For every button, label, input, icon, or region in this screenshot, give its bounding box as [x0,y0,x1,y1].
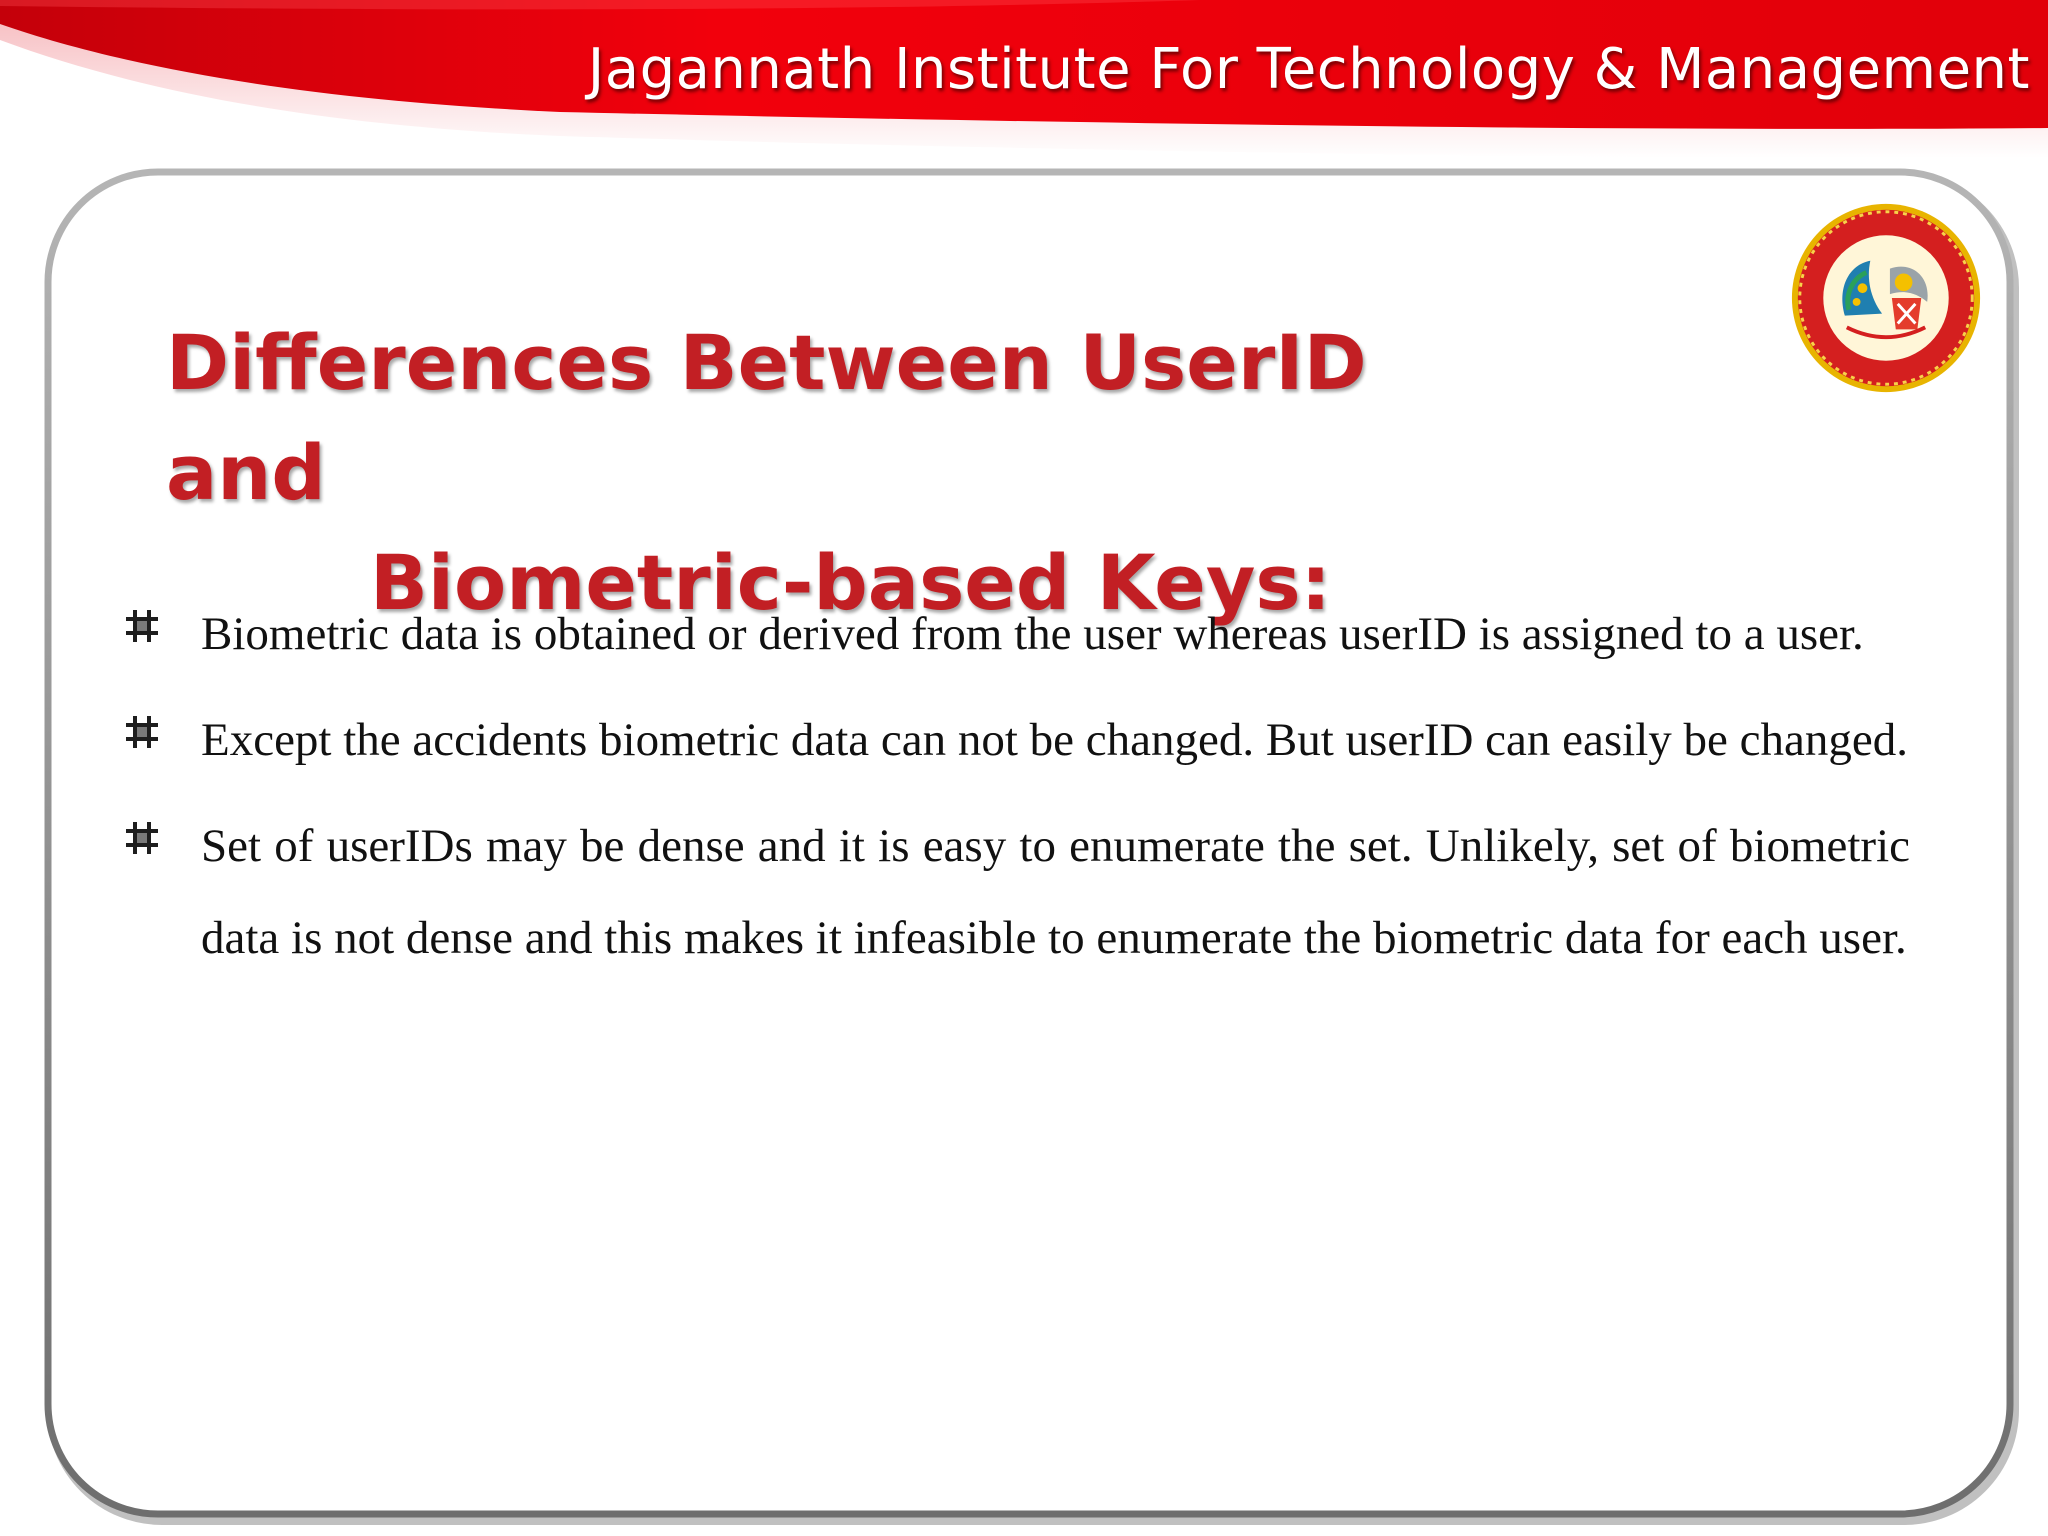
slide-title-line-2: Biometric-based Keys: [370,538,1331,627]
bullet-item [120,694,1910,786]
hash-square-bullet-icon [124,714,160,750]
institute-name: Jagannath Institute For Technology & Management [587,37,2030,102]
hash-square-bullet-icon [124,820,160,856]
slide-title-line-1: Differences Between UserID and [166,318,1367,517]
hash-square-bullet-icon [124,608,160,644]
bullet-item [120,800,1910,984]
bullet-list [120,588,1910,998]
bullet-text: Set of userIDs may be dense and it is easy to enumerate the set. Unlikely, set of biometric data is not dense and this makes it infeasible to enumerate the biometric data for each user. [201,820,1910,964]
bullet-text: Except the accidents biometric data can not be changed. But userID can easily be changed. [201,714,1908,766]
institute-seal-logo [1788,200,1984,396]
bullet-item [120,588,1910,680]
bullet-text: Biometric data is obtained or derived from the user whereas userID is assigned to a user. [201,608,1864,660]
